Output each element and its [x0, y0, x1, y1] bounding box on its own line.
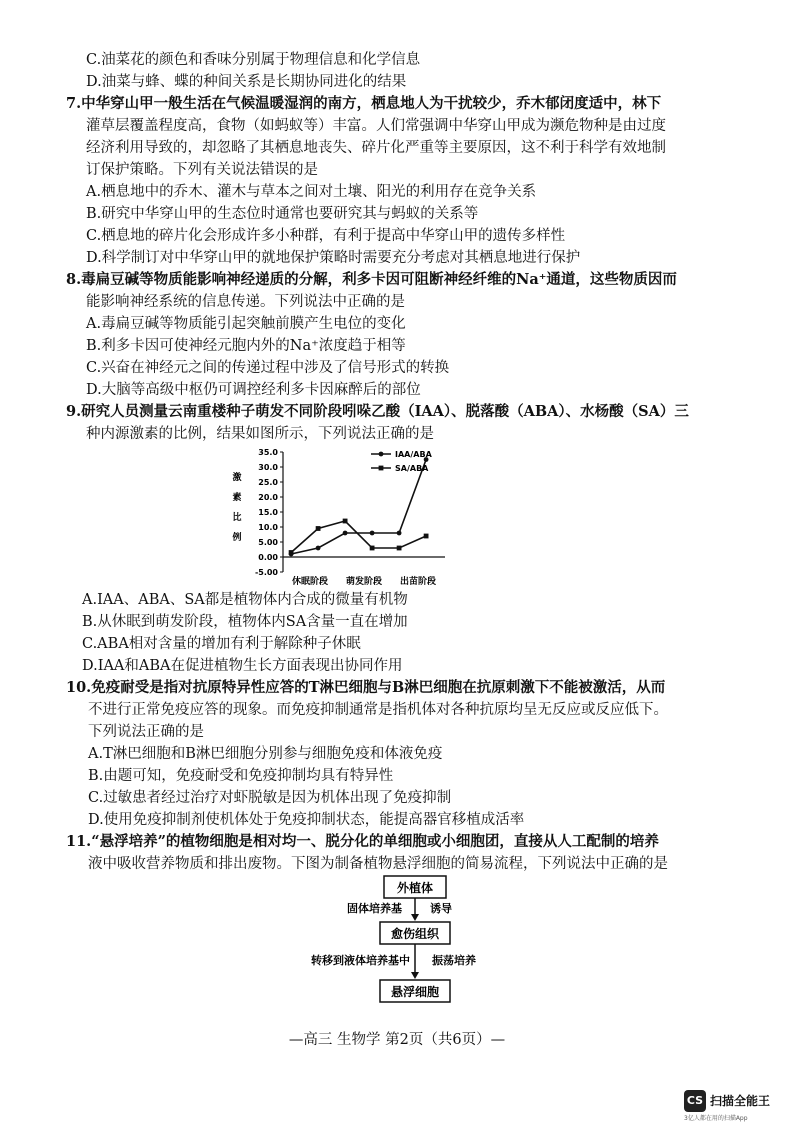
q8-option-d: D.大脑等高级中枢仍可调控经利多卡因麻醉后的部位	[86, 382, 421, 398]
y-axis-label-char: 比	[232, 513, 242, 523]
legend-label-2: SA/ABA	[395, 464, 429, 473]
page-footer: —高三 生物学 第2页（共6页）—	[288, 1032, 506, 1048]
flow-step1-right: 诱导	[430, 902, 452, 915]
q7-option-a: A.栖息地中的乔木、灌木与草本之间对土壤、阳光的利用存在竞争关系	[86, 184, 537, 200]
q7-stem-line2: 灌草层覆盖程度高，食物（如蚂蚁等）丰富。人们常强调中华穿山甲成为濒危物种是由过度	[86, 118, 666, 134]
flow-step1-left: 固体培养基	[347, 902, 402, 915]
q10-option-c: C.过敏患者经过治疗对虾脱敏是因为机体出现了免疫抑制	[88, 790, 452, 806]
q11-stem-line1: 11.“悬浮培养”的植物细胞是相对均一、脱分化的单细胞或小细胞团，直接从人工配制的培养	[66, 833, 659, 850]
q7-option-b: B.研究中华穿山甲的生态位时通常也要研究其与蚂蚁的关系等	[86, 206, 479, 222]
q9-stem-line1: 9.研究人员测量云南重楼种子萌发不同阶段吲哚乙酸（IAA）、脱落酸（ABA）、水杨酸（SA）三	[66, 403, 689, 420]
q10-stem-line2: 不进行正常免疫应答的现象。而免疫抑制通常是指机体对各种抗原均呈无反应或反应低下。	[88, 702, 668, 718]
q10-option-d: D.使用免疫抑制剂使机体处于免疫抑制状态，能提高器官移植成活率	[88, 812, 525, 828]
y-tick-label: 15.0	[258, 508, 278, 517]
q7-stem-line1: 7.中华穿山甲一般生活在气候温暖湿润的南方，栖息地人为干扰较少，乔木郁闭度适中，林下	[66, 95, 662, 112]
q10-stem-line1: 10.免疫耐受是指对抗原特异性应答的T淋巴细胞与B淋巴细胞在抗原刺激下不能被激活，从而	[66, 679, 666, 696]
q7-option-c: C.栖息地的碎片化会形成许多小种群，有利于提高中华穿山甲的遗传多样性	[86, 228, 566, 244]
series-point-2	[424, 534, 429, 539]
q8-option-a: A.毒扁豆碱等物质能引起突触前膜产生电位的变化	[86, 316, 406, 332]
flow-box-explant-label: 外植体	[396, 881, 434, 895]
y-tick-label: 5.00	[258, 538, 278, 547]
q9-option-b: B.从休眠到萌发阶段，植物体内SA含量一直在增加	[82, 614, 408, 630]
y-axis-label-char: 激	[232, 473, 242, 483]
q10-option-a: A.T淋巴细胞和B淋巴细胞分别参与细胞免疫和体液免疫	[88, 746, 443, 762]
series-line-1	[291, 460, 426, 555]
y-tick-label: 0.00	[258, 553, 278, 562]
y-tick-label: -5.00	[254, 568, 278, 577]
x-category-label: 萌发阶段	[345, 577, 383, 587]
y-axis-label-char: 例	[232, 533, 242, 543]
series-point-1	[397, 531, 402, 536]
scanner-tagline: 3亿人都在用的扫描App	[684, 1115, 748, 1122]
y-tick-label: 20.0	[258, 493, 278, 502]
q7-stem-line3: 经济利用导致的，却忽略了其栖息地丧失、碎片化严重等主要原因，这不利于科学有效地制	[86, 140, 666, 156]
q11-stem-line2: 液中吸收营养物质和排出废物。下图为制备植物悬浮细胞的简易流程，下列说法中正确的是	[88, 856, 668, 872]
q8-stem-line1: 8.毒扁豆碱等物质能影响神经递质的分解，利多卡因可阻断神经纤维的Na⁺通道，这些物质因而	[66, 271, 677, 288]
q7-stem-line4: 订保护策略。下列有关说法错误的是	[86, 162, 318, 178]
hormone-ratio-line-chart	[225, 440, 455, 590]
series-point-2	[370, 546, 375, 551]
suspension-culture-flowchart	[290, 870, 530, 1010]
y-tick-label: 35.0	[258, 448, 278, 457]
q9-option-a: A.IAA、ABA、SA都是植物体内合成的微量有机物	[82, 592, 408, 608]
series-point-1	[343, 531, 348, 536]
y-axis-label-char: 素	[232, 493, 242, 503]
legend-marker-2	[379, 466, 384, 471]
q9-option-c: C.ABA相对含量的增加有利于解除种子休眠	[82, 636, 361, 652]
scanner-watermark	[684, 1090, 784, 1122]
q10-option-b: B.由题可知，免疫耐受和免疫抑制均具有特异性	[88, 768, 394, 784]
scanner-logo-icon: CS	[684, 1090, 706, 1112]
flow-step2-left: 转移到液体培养基中	[311, 954, 410, 967]
q9-option-d: D.IAA和ABA在促进植物生长方面表现出协同作用	[82, 658, 403, 674]
flow-box-suspension-label: 悬浮细胞	[390, 985, 440, 999]
series-point-2	[316, 526, 321, 531]
q10-stem-line3: 下列说法正确的是	[88, 724, 204, 740]
y-tick-label: 25.0	[258, 478, 278, 487]
q9-stem-line2: 种内源激素的比例，结果如图所示，下列说法正确的是	[86, 426, 434, 442]
flow-arrowhead-1	[411, 914, 419, 921]
x-category-label: 出苗阶段	[399, 577, 437, 587]
y-tick-label: 30.0	[258, 463, 278, 472]
series-line-2	[291, 521, 426, 553]
series-point-2	[343, 519, 348, 524]
legend-marker-1	[379, 452, 384, 457]
scanner-app-name: 扫描全能王	[710, 1094, 771, 1108]
q8-option-c: C.兴奋在神经元之间的传递过程中涉及了信号形式的转换	[86, 360, 450, 376]
q6-option-c: C.油菜花的颜色和香味分别属于物理信息和化学信息	[86, 52, 421, 68]
q6-option-d: D.油菜与蜂、蝶的种间关系是长期协同进化的结果	[86, 74, 407, 90]
q8-stem-line2: 能影响神经系统的信息传递。下列说法中正确的是	[86, 294, 405, 310]
series-point-2	[397, 546, 402, 551]
series-point-2	[289, 550, 294, 555]
flow-step2-right: 振荡培养	[432, 954, 476, 967]
flow-box-callus-label: 愈伤组织	[390, 927, 440, 941]
q8-option-b: B.利多卡因可使神经元胞内外的Na⁺浓度趋于相等	[86, 338, 406, 354]
q7-option-d: D.科学制订对中华穿山甲的就地保护策略时需要充分考虑对其栖息地进行保护	[86, 250, 581, 266]
x-category-label: 休眠阶段	[291, 577, 329, 587]
legend-label-1: IAA/ABA	[395, 450, 432, 459]
flow-arrowhead-2	[411, 972, 419, 979]
series-point-1	[370, 531, 375, 536]
series-point-1	[316, 546, 321, 551]
y-tick-label: 10.0	[258, 523, 278, 532]
